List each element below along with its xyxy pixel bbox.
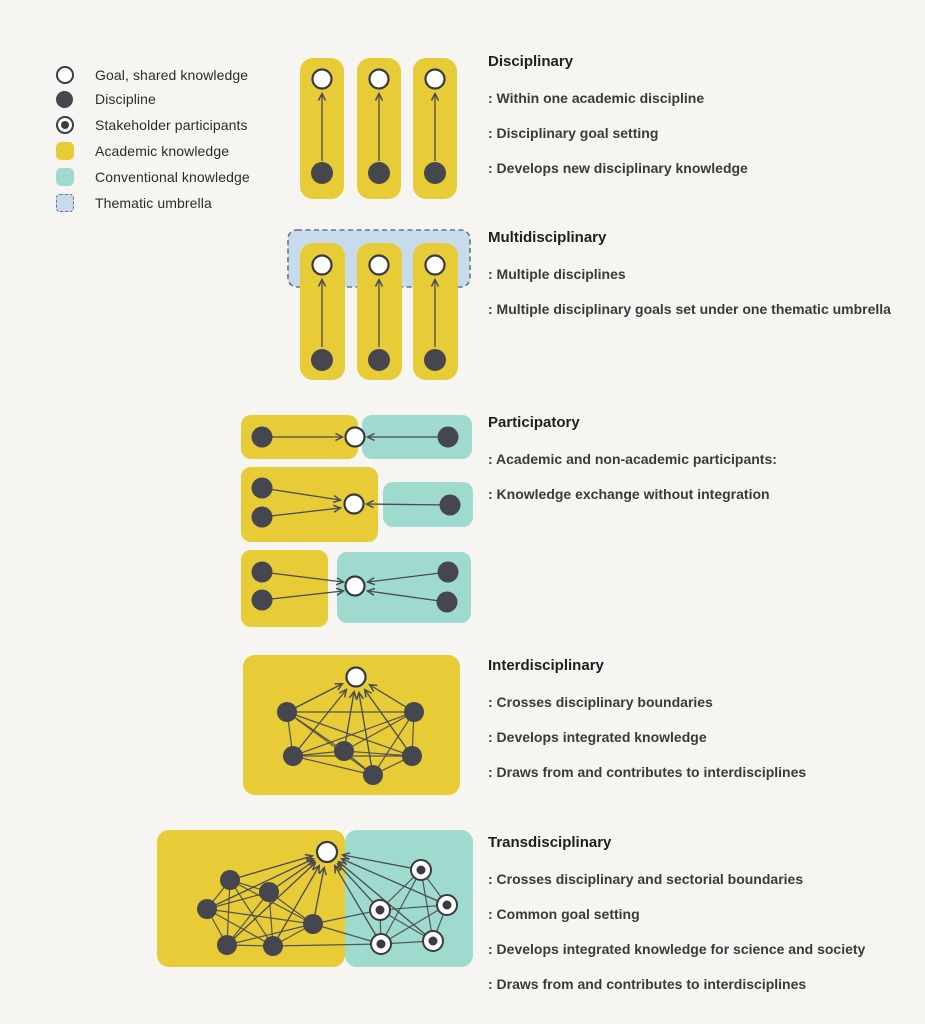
section-line: : Develops new disciplinary knowledge [488, 160, 748, 176]
transdisciplinary-diagram [155, 825, 480, 975]
legend-label: Thematic umbrella [95, 195, 212, 211]
goal-node [426, 70, 445, 89]
goal-node [346, 577, 365, 596]
discipline-node [303, 914, 323, 934]
legend-item-umbrella [56, 193, 212, 213]
thematic-umbrella-swatch-icon [56, 194, 74, 212]
discipline-node [217, 935, 237, 955]
discipline-circle-icon [56, 91, 73, 108]
goal-node [313, 70, 332, 89]
goal-node [317, 842, 337, 862]
discipline-node [252, 427, 273, 448]
discipline-node [402, 746, 422, 766]
section-line: : Develops integrated knowledge [488, 729, 707, 745]
goal-node [426, 256, 445, 275]
section-line: : Within one academic discipline [488, 90, 705, 106]
section-line: : Common goal setting [488, 906, 640, 922]
section-title: Participatory [488, 414, 580, 431]
discipline-node [263, 936, 283, 956]
section-title: Transdisciplinary [488, 834, 612, 851]
section-line: : Academic and non-academic participants: [488, 451, 777, 467]
discipline-node [424, 349, 446, 371]
legend-label: Goal, shared knowledge [95, 67, 249, 83]
section-line: : Knowledge exchange without integration [488, 486, 770, 502]
stakeholder-circle-icon [56, 116, 74, 134]
discipline-node [277, 702, 297, 722]
legend-label: Stakeholder participants [95, 117, 248, 133]
legend-label: Academic knowledge [95, 143, 230, 159]
section-title: Interdisciplinary [488, 657, 604, 674]
conventional-knowledge-swatch-icon [56, 168, 74, 186]
discipline-node [283, 746, 303, 766]
section-line: : Multiple disciplinary goals set under one thematic umbrella [488, 301, 891, 317]
section-line: : Develops integrated knowledge for science and society [488, 941, 866, 957]
goal-node [370, 70, 389, 89]
discipline-node [252, 478, 273, 499]
legend-item-discipline [56, 89, 156, 109]
participatory-diagram [238, 410, 478, 635]
goal-node [347, 668, 366, 687]
section-title: Multidisciplinary [488, 229, 607, 246]
goal-node [345, 495, 364, 514]
disciplinary-diagram [296, 55, 466, 205]
section-interdisciplinary [488, 658, 806, 798]
discipline-node [368, 162, 390, 184]
legend-item-conventional [56, 167, 250, 187]
discipline-node [424, 162, 446, 184]
discipline-node [368, 349, 390, 371]
academic-region [241, 550, 328, 627]
legend-item-stakeholder [56, 115, 248, 135]
legend-label: Discipline [95, 91, 156, 107]
academic-knowledge-swatch-icon [56, 142, 74, 160]
discipline-node [220, 870, 240, 890]
section-disciplinary [488, 54, 748, 194]
section-participatory [488, 415, 777, 520]
interdisciplinary-diagram [240, 650, 474, 800]
goal-node [370, 256, 389, 275]
legend-label: Conventional knowledge [95, 169, 250, 185]
section-title: Disciplinary [488, 53, 574, 70]
section-line: : Multiple disciplines [488, 266, 626, 282]
legend-item-goal [56, 65, 248, 85]
section-transdisciplinary [488, 835, 865, 1010]
multidisciplinary-diagram [286, 226, 478, 386]
discipline-node [252, 562, 273, 583]
discipline-node [363, 765, 383, 785]
discipline-node [438, 562, 459, 583]
discipline-node [252, 507, 273, 528]
section-line: : Draws from and contributes to interdisciplines [488, 764, 807, 780]
discipline-node [197, 899, 217, 919]
discipline-node [311, 349, 333, 371]
goal-node [346, 428, 365, 447]
discipline-node [437, 592, 458, 613]
section-line: : Crosses disciplinary boundaries [488, 694, 713, 710]
goal-circle-icon [56, 66, 74, 84]
discipline-node [252, 590, 273, 611]
discipline-node [440, 495, 461, 516]
goal-node [313, 256, 332, 275]
discipline-node [311, 162, 333, 184]
discipline-node [334, 741, 354, 761]
section-line: : Crosses disciplinary and sectorial boundaries [488, 871, 804, 887]
section-line: : Disciplinary goal setting [488, 125, 659, 141]
discipline-node [438, 427, 459, 448]
section-line: : Draws from and contributes to interdisciplines [488, 976, 807, 992]
section-multidisciplinary [488, 230, 891, 335]
discipline-node [259, 882, 279, 902]
discipline-node [404, 702, 424, 722]
legend-item-academic [56, 141, 229, 161]
